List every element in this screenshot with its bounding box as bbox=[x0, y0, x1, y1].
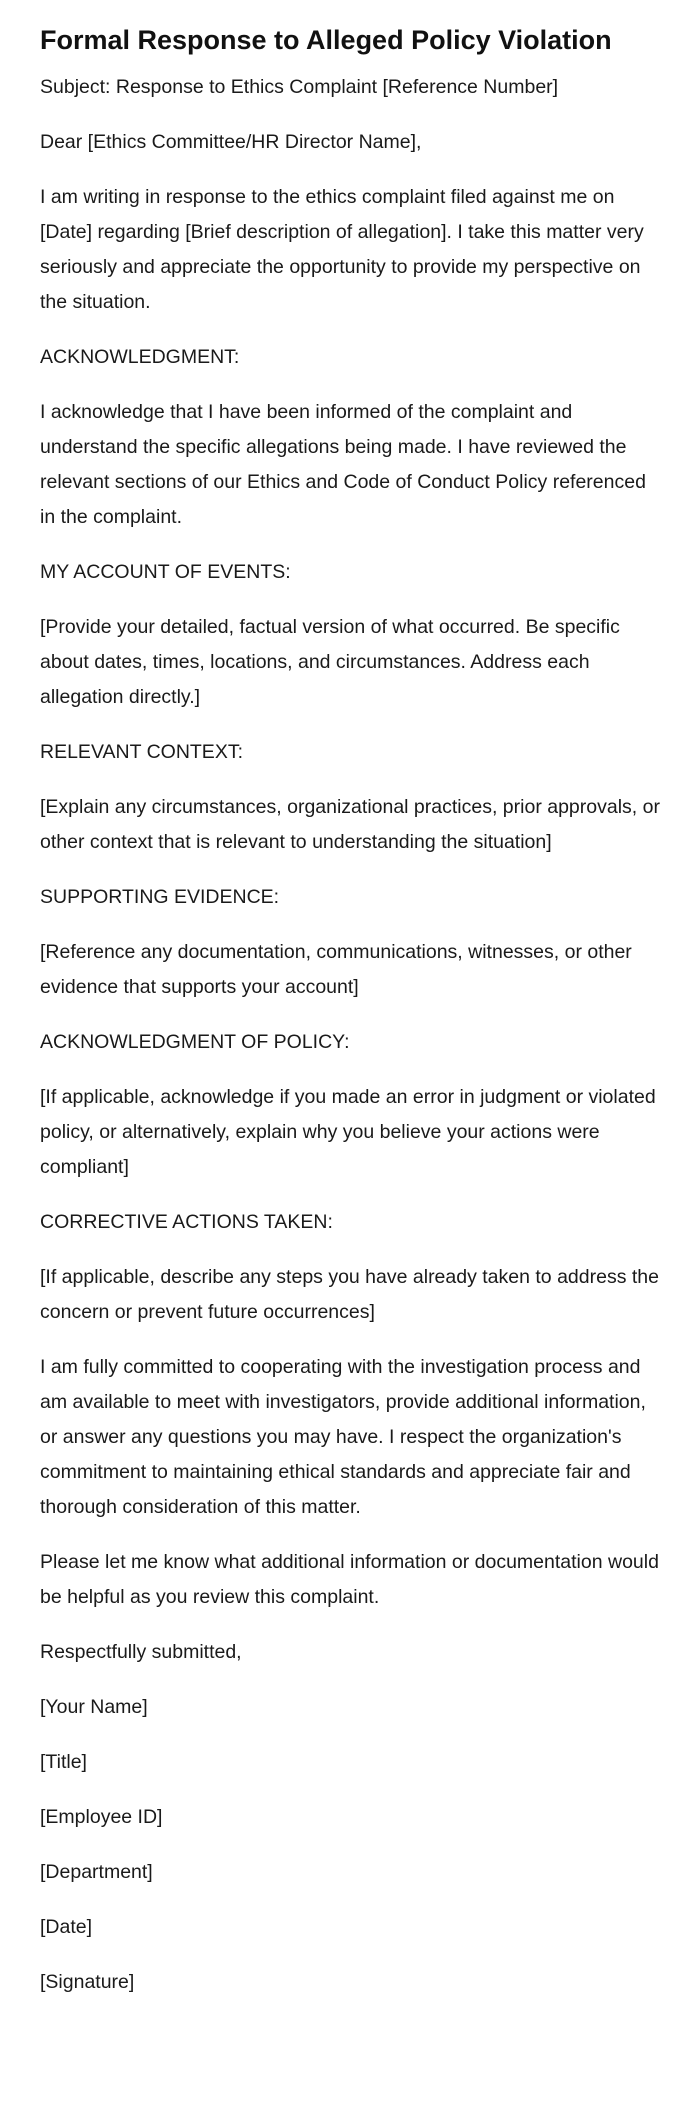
subject-line: Subject: Response to Ethics Complaint [Reference Number] bbox=[40, 76, 559, 98]
signature-name: [Your Name] bbox=[40, 1696, 148, 1718]
request-paragraph: Please let me know what additional information or documentation would be helpful as you review this complaint. bbox=[40, 1551, 659, 1608]
section-body-corrective-actions: [If applicable, describe any steps you have already taken to address the concern or prevent future occurrences] bbox=[40, 1266, 659, 1323]
section-heading-relevant-context: RELEVANT CONTEXT: bbox=[40, 741, 243, 763]
salutation: Dear [Ethics Committee/HR Director Name], bbox=[40, 131, 422, 153]
section-body-acknowledgment-of-policy: [If applicable, acknowledge if you made an error in judgment or violated policy, or alternatively, explain why you believe your actions were compliant] bbox=[40, 1086, 656, 1178]
signature-title: [Title] bbox=[40, 1751, 87, 1773]
section-body-account-of-events: [Provide your detailed, factual version of what occurred. Be specific about dates, times, locations, and circumstances. Address each allegation directly.] bbox=[40, 616, 620, 708]
section-heading-acknowledgment-of-policy: ACKNOWLEDGMENT OF POLICY: bbox=[40, 1031, 350, 1053]
section-heading-account-of-events: MY ACCOUNT OF EVENTS: bbox=[40, 561, 291, 583]
section-body-acknowledgment: I acknowledge that I have been informed of the complaint and understand the specific allegations being made. I have reviewed the relevant sections of our Ethics and Code of Conduct Policy referenced in the complaint. bbox=[40, 401, 646, 528]
section-body-relevant-context: [Explain any circumstances, organizational practices, prior approvals, or other context that is relevant to understanding the situation] bbox=[40, 796, 660, 853]
closing-line: Respectfully submitted, bbox=[40, 1641, 242, 1663]
signature-date: [Date] bbox=[40, 1916, 93, 1938]
section-heading-corrective-actions: CORRECTIVE ACTIONS TAKEN: bbox=[40, 1211, 333, 1233]
section-body-supporting-evidence: [Reference any documentation, communications, witnesses, or other evidence that supports your account] bbox=[40, 941, 632, 998]
commitment-paragraph: I am fully committed to cooperating with the investigation process and am available to meet with investigators, provide additional information, or answer any questions you may have. I respect the organization's commitment to maintaining ethical standards and appreciate fair and thorough consideration of this matter. bbox=[40, 1356, 646, 1518]
signature-line: [Signature] bbox=[40, 1971, 135, 1993]
signature-department: [Department] bbox=[40, 1861, 153, 1883]
section-heading-acknowledgment: ACKNOWLEDGMENT: bbox=[40, 346, 240, 368]
document-title: Formal Response to Alleged Policy Violation bbox=[40, 25, 612, 55]
section-heading-supporting-evidence: SUPPORTING EVIDENCE: bbox=[40, 886, 280, 908]
intro-paragraph: I am writing in response to the ethics complaint filed against me on [Date] regarding [Brief description of allegation]. I take this matter very seriously and appreciate the opportunity to provide my perspective on the situation. bbox=[40, 186, 644, 313]
signature-employee-id: [Employee ID] bbox=[40, 1806, 163, 1828]
